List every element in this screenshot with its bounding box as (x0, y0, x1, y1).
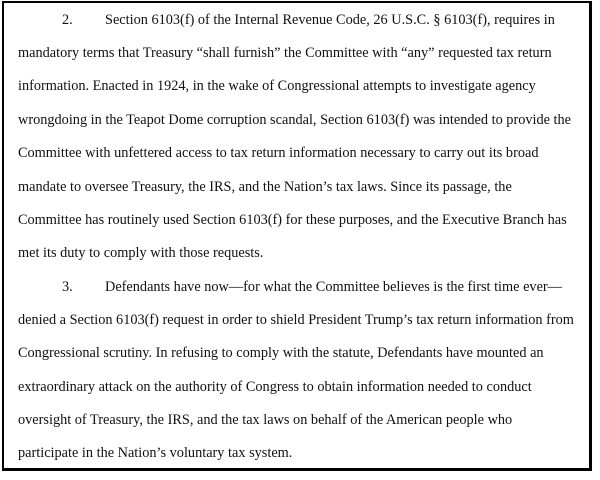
paragraph-line: Congressional scrutiny. In refusing to comply with the statute, Defendants have mounted an (18, 345, 544, 361)
paragraph-line: mandatory terms that Treasury “shall furnish” the Committee with “any” requested tax return (18, 45, 552, 61)
paragraph-line: denied a Section 6103(f) request in order to shield President Trump’s tax return information from (18, 312, 574, 328)
paragraph-line: extraordinary attack on the authority of Congress to obtain information needed to conduct (18, 379, 532, 395)
paragraph-line: oversight of Treasury, the IRS, and the tax laws on behalf of the American people who (18, 412, 513, 428)
paragraph-number: 3. (62, 279, 73, 295)
paragraph-line: Defendants have now—for what the Committee believes is the first time ever— (105, 279, 562, 295)
paragraph-line: Committee with unfettered access to tax return information necessary to carry out its broad (18, 145, 539, 161)
paragraph-line: Section 6103(f) of the Internal Revenue Code, 26 U.S.C. § 6103(f), requires in (105, 12, 555, 28)
paragraph-line: information. Enacted in 1924, in the wake of Congressional attempts to investigate agency (18, 78, 536, 94)
document-frame (2, 1, 592, 471)
paragraph-number: 2. (62, 12, 73, 28)
paragraph-line: met its duty to comply with those requests. (18, 245, 264, 261)
paragraph-line: participate in the Nation’s voluntary tax system. (18, 445, 293, 461)
paragraph-line: mandate to oversee Treasury, the IRS, and the Nation’s tax laws. Since its passage, the (18, 179, 512, 195)
paragraph-line: wrongdoing in the Teapot Dome corruption scandal, Section 6103(f) was intended to provide the (18, 112, 572, 128)
paragraph-line: Committee has routinely used Section 6103(f) for these purposes, and the Executive Branch has (18, 212, 567, 228)
